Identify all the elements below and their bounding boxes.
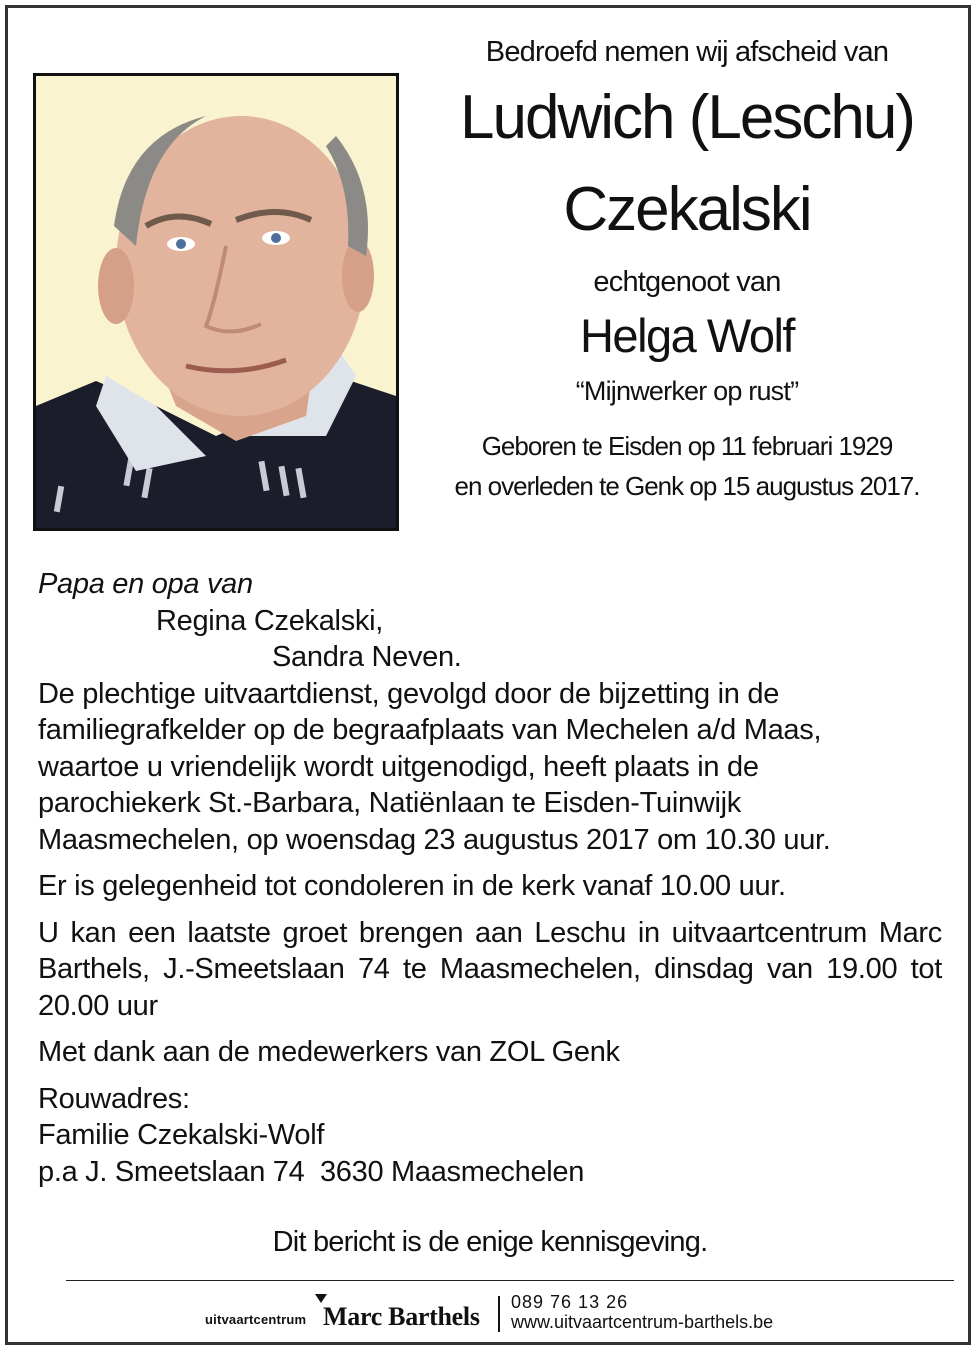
funeral-home-footer: [205, 1292, 845, 1338]
service-line-5: Maasmechelen, op woensdag 23 augustus 2017 om 10.30 uur.: [38, 823, 831, 856]
announcement-heading: [432, 28, 942, 506]
intro-text: Bedroefd nemen wij afscheid van: [485, 36, 889, 68]
brand-small-text: uitvaartcentrum: [205, 1312, 307, 1327]
brand-name: Marc Barthels: [323, 1302, 480, 1331]
deceased-name-line2: Czekalski: [563, 175, 811, 244]
notice-text: Dit bericht is de enige kennisgeving.: [272, 1226, 708, 1258]
farewell-text: U kan een laatste groet brengen aan Leschu in uitvaartcentrum Marc Barthels, J.-Smeetslaan 74 te Maasmechelen, dinsdag van 19.00 tot 20.00 uur: [38, 916, 942, 1022]
family-label: Papa en opa van: [38, 568, 253, 600]
address-family: Familie Czekalski-Wolf: [38, 1119, 325, 1151]
service-line-4: parochiekerk St.-Barbara, Natiënlaan te Eisden-Tuinwijk: [38, 787, 741, 819]
spouse-name: Helga Wolf: [579, 309, 794, 362]
address-street: p.a J. Smeetslaan 74 3630 Maasmechelen: [38, 1155, 585, 1188]
footer-separator: [498, 1296, 500, 1332]
thanks-text: Met dank aan de medewerkers van ZOL Genk: [38, 1036, 620, 1068]
footer-divider: [66, 1280, 954, 1281]
service-line-2: familiegrafkelder op de begraafplaats van Mechelen a/d Maas,: [38, 714, 822, 746]
portrait-photo: [33, 73, 399, 531]
death-date-line: en overleden te Genk op 15 augustus 2017.: [454, 471, 920, 501]
quote: “Mijnwerker op rust”: [575, 376, 799, 406]
service-line-1: De plechtige uitvaartdienst, gevolgd door de bijzetting in de: [38, 677, 780, 710]
family-member-2: Sandra Neven.: [272, 641, 462, 673]
family-member-1: Regina Czekalski,: [156, 604, 383, 637]
website-link[interactable]: www.uitvaartcentrum-barthels.be: [511, 1312, 774, 1332]
phone-number: 089 76 13 26: [511, 1292, 629, 1312]
address-label: Rouwadres:: [38, 1082, 190, 1115]
spouse-label: echtgenoot van: [593, 266, 781, 298]
condolences-text: Er is gelegenheid tot condoleren in de kerk vanaf 10.00 uur.: [38, 870, 786, 902]
deceased-name-line1: Ludwich (Leschu): [460, 83, 914, 152]
announcement-body: [38, 566, 942, 1190]
service-line-3: waartoe u vriendelijk wordt uitgenodigd, heeft plaats in de: [38, 750, 759, 783]
birth-date-line: Geboren te Eisden op 11 februari 1929: [481, 431, 893, 461]
